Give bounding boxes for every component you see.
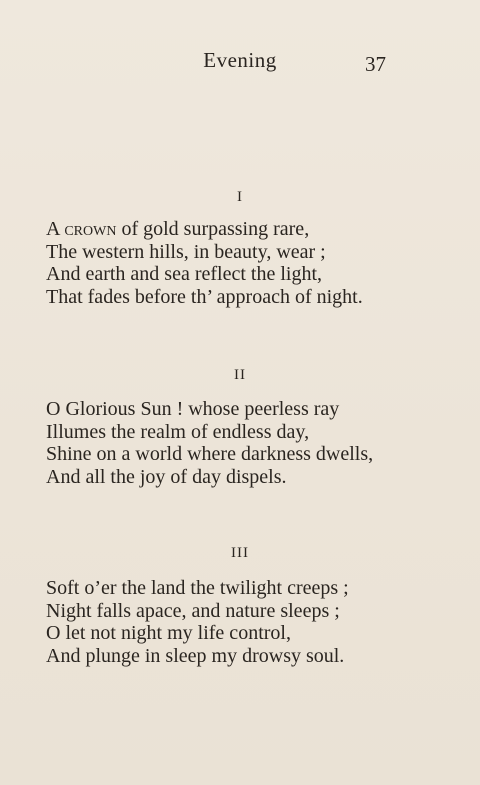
poem-line: And all the joy of day dispels.: [46, 465, 287, 488]
poem-line: That fades before th’ approach of night.: [46, 285, 363, 308]
poem-line: Shine on a world where darkness dwells,: [46, 443, 374, 465]
page-number: 37: [365, 52, 386, 76]
poem-line: [46, 218, 466, 241]
stanza-numeral-2: II: [234, 367, 246, 383]
poem-line: And plunge in sleep my drowsy soul.: [46, 644, 345, 667]
poem-line: O let not night my life control,: [46, 622, 291, 644]
poem-line: Illumes the realm of endless day,: [46, 420, 310, 443]
small-caps-opening: A crown: [46, 218, 117, 240]
stanza-1: [46, 218, 466, 308]
poem-line: Night falls apace, and nature sleeps ;: [46, 599, 340, 622]
line-text: of gold surpassing rare,: [116, 218, 310, 240]
stanza-3: [46, 577, 466, 667]
stanza-2: [46, 398, 466, 488]
poem-line: Soft o’er the land the twilight creeps ;: [46, 577, 349, 599]
poem-line: And earth and sea reflect the light,: [46, 263, 322, 285]
stanza-numeral-1: I: [237, 189, 243, 205]
stanza-numeral-3: III: [231, 545, 249, 561]
poem-line: O Glorious Sun ! whose peerless ray: [46, 398, 340, 420]
running-title: Evening: [203, 48, 277, 72]
poem-line: The western hills, in beauty, wear ;: [46, 240, 326, 263]
